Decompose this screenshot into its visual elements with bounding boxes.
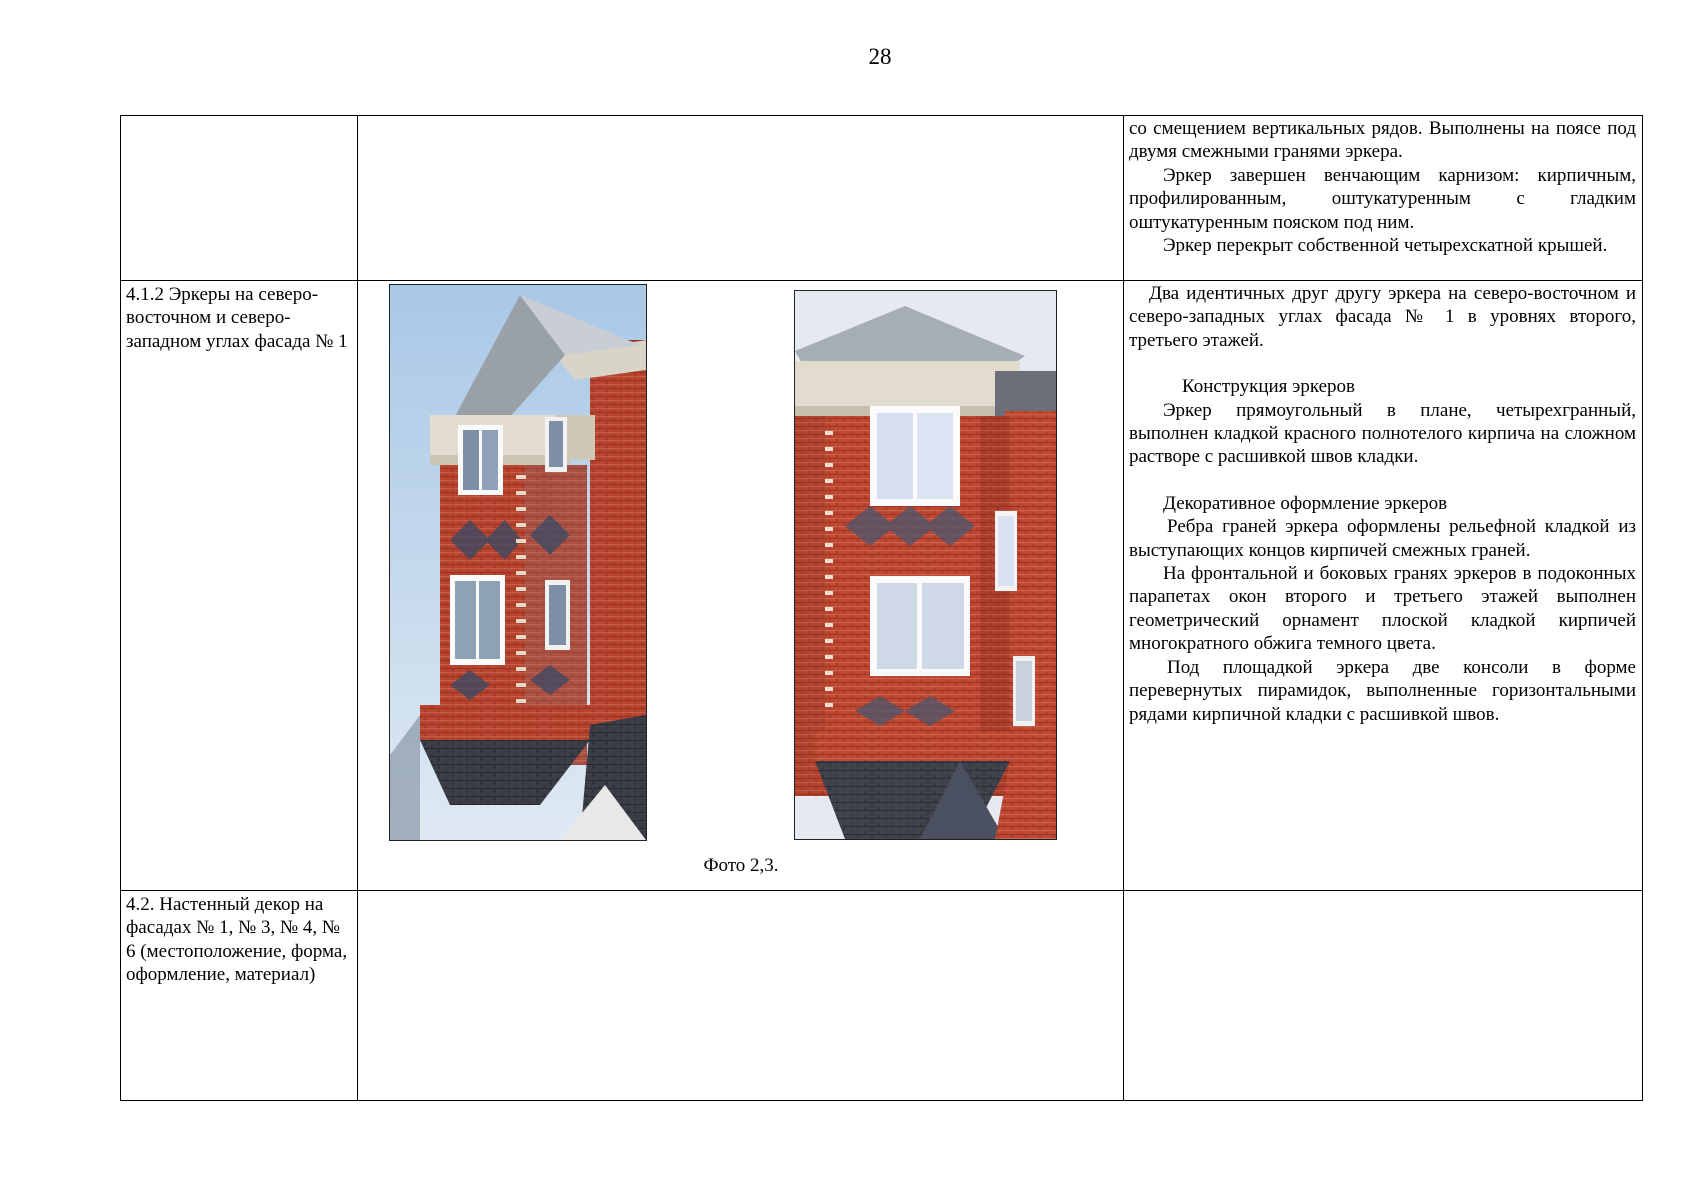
photo-cell-empty — [358, 891, 1124, 1101]
paragraph: Ребра граней эркера оформлены рельефной кладкой из выступающих концов кирпичей смежных граней. — [1129, 516, 1636, 561]
oriel-photo-left — [389, 284, 647, 841]
section-heading: Конструкция эркеров — [1182, 376, 1355, 398]
paragraph: Под площадкой эркера две консоли в форме перевернутых пирамидок, выполненные горизонтальными рядами кирпичной кладки с расшивкой швов. — [1129, 656, 1636, 725]
oriel-photo-image — [390, 285, 646, 840]
paragraph-spacer — [1129, 352, 1636, 375]
row-label-cell — [121, 116, 358, 281]
paragraph: Эркер прямоугольный в плане, четырехгранный, выполнен кладкой красного полнотелого кирпича на сложном растворе с расшивкой швов кладки. — [1129, 399, 1636, 468]
row-label-cell — [121, 891, 358, 1101]
paragraph: со смещением вертикальных рядов. Выполнены на поясе под двумя смежными гранями эркера. — [1129, 118, 1636, 163]
section-heading: Декоративное оформление эркеров — [1163, 492, 1448, 514]
row-label: 4.2. Настенный декор на фасадах № 1, № 3, № 4, № 6 (местоположение, форма, оформление, материал) — [126, 894, 348, 986]
paragraph: На фронтальной и боковых гранях эркеров в подоконных парапетах окон второго и третьего этажей выполнен геометрический орнамент плоской кладкой кирпичей многократного обжига темного цвета. — [1129, 563, 1636, 655]
row-label — [121, 116, 357, 118]
paragraph: Эркер завершен венчающим карнизом: кирпичным, профилированным, оштукатуренным с гладким оштукатуренным пояском под ним. — [1129, 164, 1636, 233]
document-table — [120, 115, 1643, 1101]
oriel-photo-right — [794, 290, 1057, 840]
table-row — [121, 891, 1643, 1101]
paragraph: Эркер перекрыт собственной четырехскатной крышей. — [1163, 235, 1608, 257]
photo-caption: Фото 2,3. — [703, 855, 779, 876]
page-number: 28 — [868, 44, 892, 69]
row-label: 4.1.2 Эркеры на северо-восточном и северо-западном углах фасада № 1 — [126, 284, 348, 352]
oriel-photo-image — [795, 291, 1056, 839]
paragraph: Два идентичных друг другу эркера на северо-восточном и северо-западных углах фасада № 1 в уровнях второго, третьего этажей. — [1129, 283, 1636, 351]
row-label-cell — [121, 281, 358, 891]
photo-cell — [358, 281, 1124, 891]
table-row — [121, 116, 1643, 281]
description-text — [1124, 281, 1642, 726]
photo-cell-empty — [358, 116, 1124, 281]
description-text — [1124, 116, 1642, 257]
description-cell — [1124, 116, 1643, 281]
description-cell-empty — [1124, 891, 1643, 1101]
paragraph-spacer — [1129, 469, 1636, 492]
table-row — [121, 281, 1643, 891]
description-cell — [1124, 281, 1643, 891]
